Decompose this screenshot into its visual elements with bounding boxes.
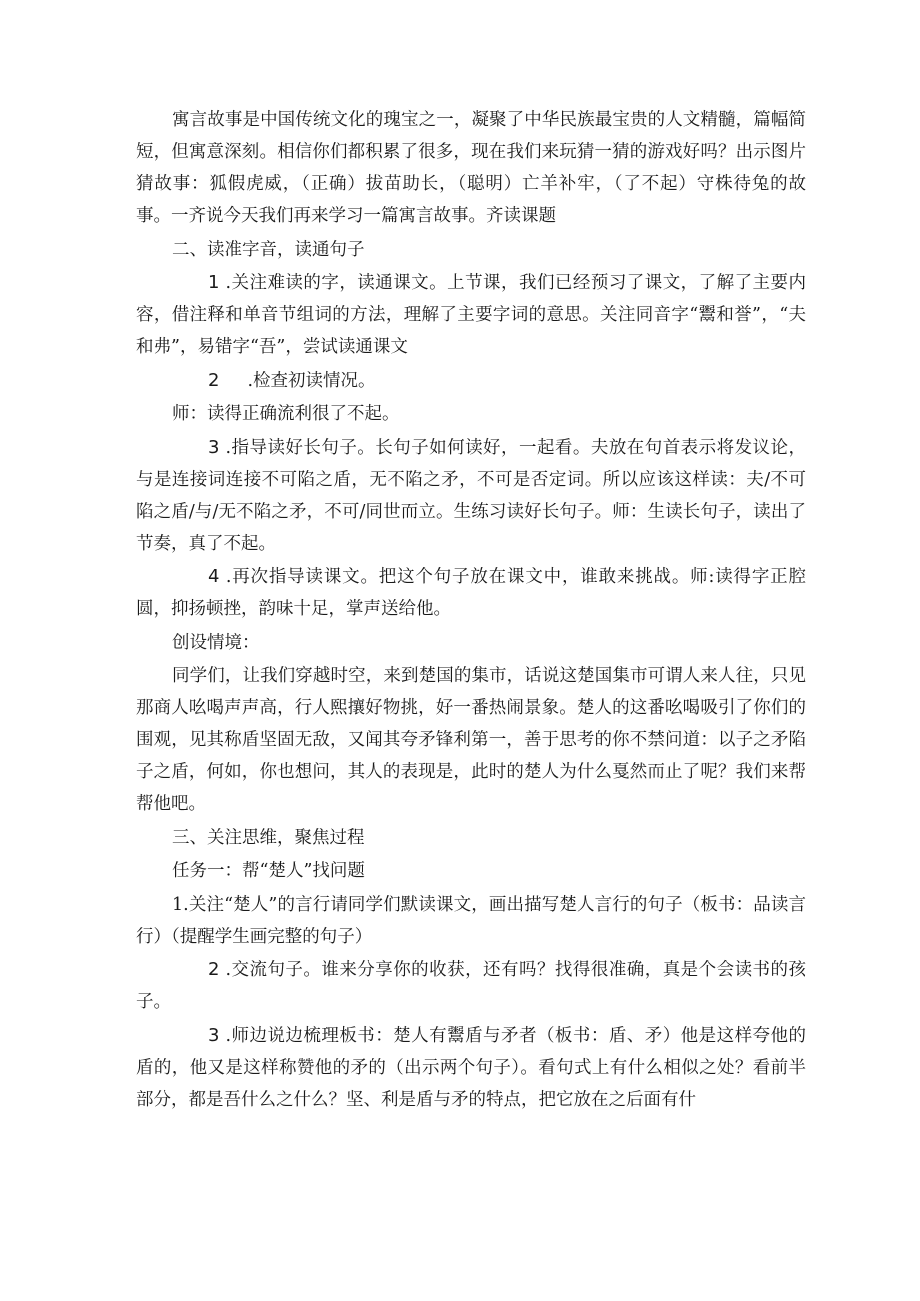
document-page	[136, 104, 806, 1117]
paragraph-task-step-1: 1.关注“楚人”的言行请同学们默读课文，画出描写楚人言行的句子（板书：品读言行）（提醒学生画完整的句子）	[136, 894, 806, 947]
paragraph-scenario: 同学们，让我们穿越时空，来到楚国的集市，话说这楚国集市可谓人来人往，只见那商人吆喝声声高，行人熙攘好物挑，好一番热闹景象。楚人的这番吆喝吸引了你们的围观，见其称盾坚固无敌，又闻其夸矛锋利第一，善于思考的你不禁问道：以子之矛陷子之盾，何如，你也想问，其人的表现是，此时的楚人为什么戛然而止了呢？我们来帮帮他吧。	[136, 666, 806, 814]
step-number: 1	[208, 272, 220, 293]
step-number: 4	[208, 566, 220, 587]
step-number: 3	[208, 436, 220, 458]
section-heading-2: 二、读准字音，读通句子	[172, 239, 365, 260]
paragraph-task-step-3	[136, 1020, 806, 1116]
paragraph-intro: 寓言故事是中国传统文化的瑰宝之一，凝聚了中华民族最宝贵的人文精髓，篇幅简短，但寓意深刻。相信你们都积累了很多，现在我们来玩猜一猜的游戏好吗？出示图片猜故事：狐假虎威，（正确）拔苗助长，（聪明）亡羊补牢，（了不起）守株待兔的故事。一齐说今天我们再来学习一篇寓言故事。齐读课题	[136, 110, 806, 226]
paragraph-teacher-comment: 师：读得正确流利很了不起。	[172, 404, 400, 424]
step-text: .检查初读情况。	[247, 370, 376, 391]
task-heading-1: 任务一：帮“楚人”找问题	[172, 861, 365, 881]
step-text: .关注难读的字，读通课文。上节课，我们已经预习了课文，了解了主要内容，借注释和单音节组词的方法，理解了主要字词的意思。关注同音字“鬻和誉”，“夫和弗”，易错字“吾”，尝试读通课文	[136, 273, 806, 357]
paragraph-step-2	[136, 365, 806, 397]
section-heading-3: 三、关注思维，聚焦过程	[172, 827, 365, 848]
step-number: 2	[208, 959, 220, 980]
step-number: 3	[208, 1024, 220, 1046]
paragraph-scenario-label: 创设情境：	[172, 632, 260, 653]
step-text: .指导读好长句子。长句子如何读好，一起看。夫放在句首表示将发议论，与是连接词连接不可陷之盾，无不陷之矛，不可是否定词。所以应该这样读：夫/不可陷之盾/与/无不陷之矛，不可/同世而立。生练习读好长句子。师：生读长句子，读出了节奏，真了不起。	[136, 437, 806, 554]
paragraph-step-3	[136, 432, 806, 560]
paragraph-task-step-2	[136, 954, 806, 1018]
paragraph-step-4	[136, 561, 806, 625]
step-text: .师边说边梳理板书：楚人有鬻盾与矛者（板书：盾、矛）他是这样夸他的盾的，他又是这样称赞他的矛的（出示两个句子）。看句式上有什么相似之处？看前半部分，都是吾什么之什么？坚、利是盾与矛的特点，把它放在之后面有什	[136, 1025, 806, 1110]
step-text: .交流句子。谁来分享你的收获，还有吗？找得很准确，真是个会读书的孩子。	[136, 960, 806, 1012]
step-text: .再次指导读课文。把这个句子放在课文中，谁敢来挑战。师:读得字正腔圆，抑扬顿挫，韵味十足，掌声送给他。	[136, 567, 806, 619]
paragraph-step-1	[136, 267, 806, 363]
step-number: 2	[208, 369, 220, 391]
